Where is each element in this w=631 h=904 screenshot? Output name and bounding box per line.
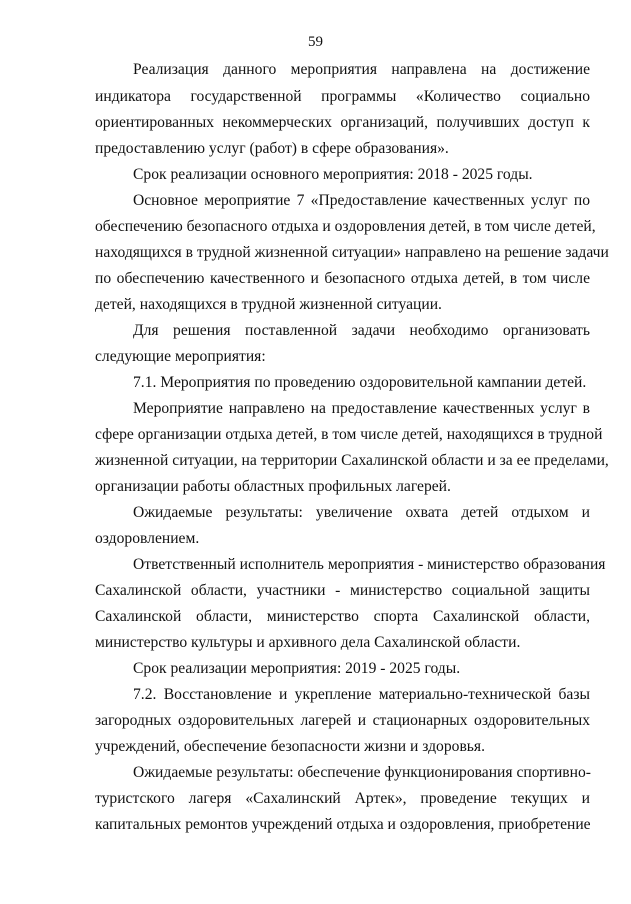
text-line: капитальных ремонтов учреждений отдыха и оздоровления, приобретение	[95, 816, 591, 833]
text-line: следующие мероприятия:	[95, 348, 266, 365]
text-line: находящихся в трудной жизненной ситуации» направлено на решение задачи	[95, 244, 609, 261]
text-line: министерство культуры и архивного дела Сахалинской области.	[95, 634, 521, 651]
text-line: индикатора государственной программы «Количество социально	[95, 88, 590, 105]
text-line: Мероприятие направлено на предоставление качественных услуг в	[133, 400, 590, 417]
text-line: Ожидаемые результаты: обеспечение функционирования спортивно-	[133, 764, 591, 781]
text-line: 7.2. Восстановление и укрепление материально-технической базы	[133, 686, 590, 703]
text-line: туристского лагеря «Сахалинский Артек», проведение текущих и	[95, 790, 590, 807]
text-line: Срок реализации основного мероприятия: 2018 - 2025 годы.	[133, 166, 533, 183]
text-line: ориентированных некоммерческих организаций, получивших доступ к	[95, 114, 590, 131]
text-line: Сахалинской области, министерство спорта Сахалинской области,	[95, 608, 590, 625]
text-line: оздоровлением.	[95, 530, 200, 547]
text-line: Основное мероприятие 7 «Предоставление качественных услуг по	[133, 192, 590, 209]
page-number: 59	[308, 34, 323, 50]
text-line: Для решения поставленной задачи необходимо организовать	[133, 322, 590, 339]
text-line: Ответственный исполнитель мероприятия - министерство образования	[133, 556, 606, 573]
text-line: Сахалинской области, участники - министерство социальной защиты	[95, 582, 590, 599]
text-line: Реализация данного мероприятия направлена на достижение	[133, 61, 590, 78]
text-line: 7.1. Мероприятия по проведению оздоровительной кампании детей.	[133, 374, 587, 391]
text-line: загородных оздоровительных лагерей и стационарных оздоровительных	[95, 712, 590, 729]
text-line: организации работы областных профильных лагерей.	[95, 478, 451, 495]
text-line: детей, находящихся в трудной жизненной ситуации.	[95, 296, 442, 313]
text-line: Срок реализации мероприятия: 2019 - 2025 годы.	[133, 660, 461, 677]
text-line: сфере организации отдыха детей, в том числе детей, находящихся в трудной	[95, 426, 603, 443]
text-line: жизненной ситуации, на территории Сахалинской области и за ее пределами,	[95, 452, 609, 469]
text-line: предоставлению услуг (работ) в сфере образования».	[95, 140, 449, 157]
text-line: по обеспечению качественного и безопасного отдыха детей, в том числе	[95, 270, 590, 287]
text-line: учреждений, обеспечение безопасности жизни и здоровья.	[95, 738, 485, 755]
text-line: Ожидаемые результаты: увеличение охвата детей отдыхом и	[133, 504, 590, 521]
text-line: обеспечению безопасного отдыха и оздоровления детей, в том числе детей,	[95, 218, 596, 235]
